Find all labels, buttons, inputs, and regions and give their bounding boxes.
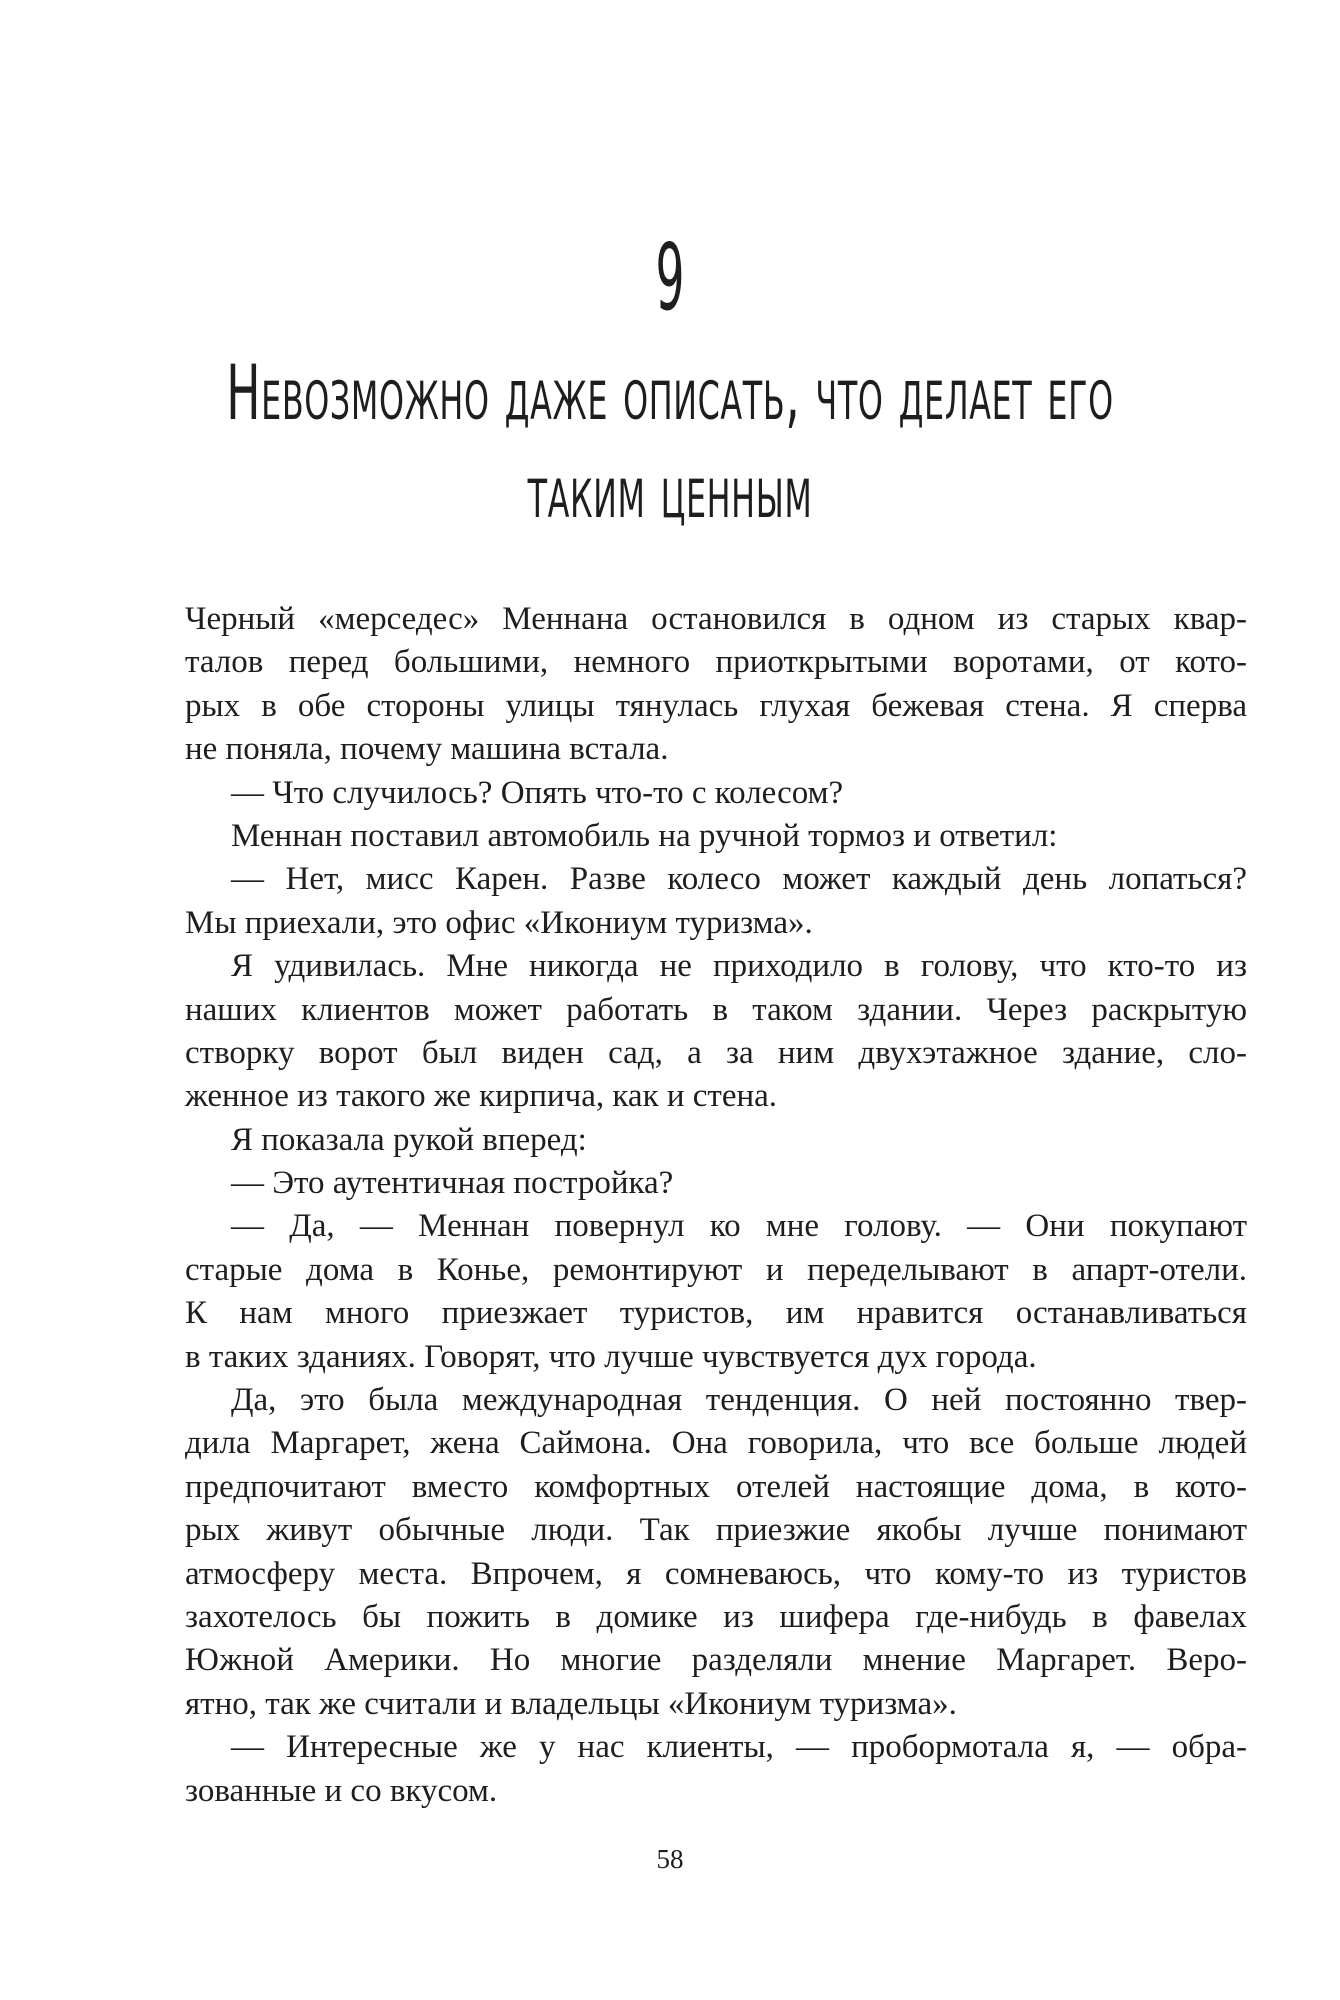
- text-line: Я удивилась. Мне никогда не приходило в голову, что кто-то из: [231, 948, 1247, 985]
- text-line: предпочитают вместо комфортных отелей настоящие дома, в кото-: [185, 1468, 1247, 1505]
- text-line: — Это аутентичная постройка?: [231, 1165, 674, 1202]
- page-number: 58: [656, 1844, 684, 1874]
- text-line: зованные и со вкусом.: [185, 1772, 498, 1809]
- text-line: наших клиентов может работать в таком здании. Через раскрытую: [185, 991, 1247, 1028]
- chapter-number: 9: [655, 224, 685, 331]
- text-line: Южной Америки. Но многие разделяли мнение Маргарет. Веро-: [185, 1642, 1247, 1679]
- text-line: в таких зданиях. Говорят, что лучше чувствуется дух города.: [185, 1338, 1037, 1375]
- text-line: ятно, так же считали и владельцы «Икониум туризма».: [185, 1685, 957, 1722]
- text-line: атмосферу места. Впрочем, я сомневаюсь, что кому-то из туристов: [185, 1555, 1247, 1592]
- text-line: Да, это была международная тенденция. О ней постоянно твер-: [231, 1382, 1247, 1419]
- text-line: Черный «мерседес» Меннана остановился в одном из старых квар-: [185, 601, 1247, 637]
- text-line: рых в обе стороны улицы тянулась глухая бежевая стена. Я сперва: [185, 687, 1247, 724]
- text-line: Меннан поставил автомобиль на ручной тормоз и ответил:: [231, 817, 1058, 854]
- body-text: [185, 598, 1247, 1813]
- text-line: Я показала рукой вперед:: [231, 1121, 587, 1158]
- text-line: талов перед большими, немного приоткрытыми воротами, от кото-: [185, 644, 1247, 681]
- text-line: захотелось бы пожить в домике из шифера где-нибудь в фавелах: [185, 1598, 1247, 1635]
- text-line: рых живут обычные люди. Так приезжие якобы лучше понимают: [185, 1512, 1247, 1549]
- text-line: — Интересные же у нас клиенты, — пробормотала я, — обра-: [231, 1729, 1247, 1766]
- text-line: не поняла, почему машина встала.: [185, 731, 669, 768]
- chapter-title: [172, 344, 1168, 540]
- text-line: — Да, — Меннан повернул ко мне голову. — Они покупают: [231, 1208, 1247, 1245]
- text-line: дила Маргарет, жена Саймона. Она говорила, что все больше людей: [185, 1425, 1247, 1462]
- text-line: К нам много приезжает туристов, им нравится останавливаться: [185, 1295, 1247, 1332]
- chapter-title-line-1: Невозможно даже описать, что делает его: [226, 348, 1114, 437]
- text-line: створку ворот был виден сад, а за ним двухэтажное здание, сло-: [185, 1034, 1247, 1071]
- text-line: старые дома в Конье, ремонтируют и переделывают в апарт-отели.: [185, 1251, 1247, 1288]
- text-line: женное из такого же кирпича, как и стена.: [185, 1078, 778, 1115]
- text-line: — Нет, мисс Карен. Разве колесо может каждый день лопаться?: [231, 861, 1247, 898]
- text-line: — Что случилось? Опять что-то с колесом?: [231, 774, 844, 811]
- text-line: Мы приехали, это офис «Икониум туризма».: [185, 904, 813, 941]
- chapter-title-line-2: таким ценным: [527, 446, 813, 535]
